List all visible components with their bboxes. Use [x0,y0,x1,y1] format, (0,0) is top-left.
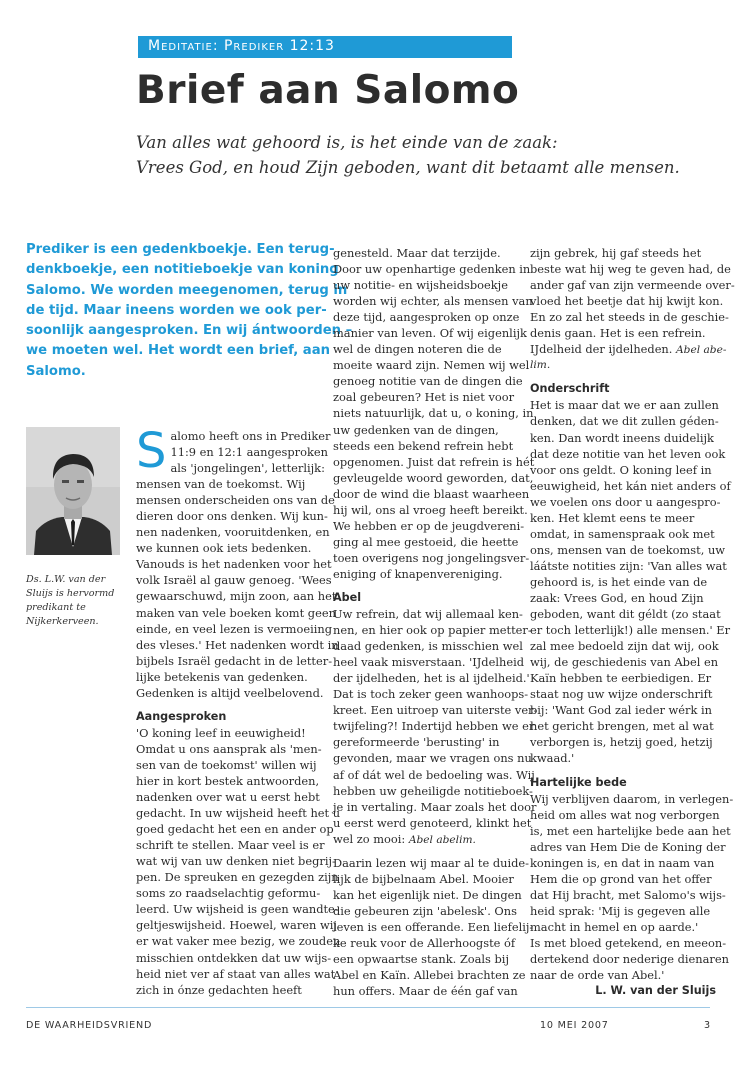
author-photo [26,427,120,555]
text-line: kreet. Een uitroep van uiterste ver- [333,703,538,718]
text-line: koningen is, en dat in naam van [530,855,715,870]
text-line: der ijdelheden, het is al ijdelheid.' [333,671,530,686]
text-line: Abel en Kaïn. Allebei brachten ze [333,968,526,983]
text-line: verborgen is, hetzij goed, hetzij [530,735,713,750]
text-line: lijk de bijbelnaam Abel. Mooier [333,871,514,886]
text-line: de tijd. Maar ineens worden we ook per- [26,302,327,318]
text-line: Omdat u ons aansprak als 'men- [136,741,322,756]
text-line: zoal gebeuren? Het is niet voor [333,390,515,405]
text-line: Hem die op grond van het offer [530,871,712,886]
text-line: door de wind die blaast waarheen [333,486,530,501]
text-line: uw notitie- en wijsheidsboekje [333,278,508,293]
footer-publication: DE WAARHEIDSVRIEND [26,1020,153,1031]
text-line: af of dát wel de bedoeling was. Wij [333,767,535,782]
text-line: heid om alles wat nog verborgen [530,807,720,822]
text-line: zaak: Vrees God, en houd Zijn [530,590,704,605]
text-line: bijbels Israël gedacht in de letter- [136,653,333,668]
text-line: adres van Hem Die de Koning der [530,839,726,854]
text-line: Is met bloed getekend, en meeon- [530,935,727,950]
text-line: volk Israël al gauw genoeg. 'Wees [136,573,332,588]
text-line: gehoord is, is het einde van de [530,574,708,589]
text-line: Kaïn hebben te eerbiedigen. Er [530,671,712,686]
text-line: En zo zal het steeds in de geschie- [530,310,729,325]
section-heading: Onderschrift [530,382,610,396]
paragraph [136,476,339,701]
text-line: eeuwigheid, het kán niet anders of [530,478,731,493]
text-line: lijke betekenis van gedenken. [136,669,308,684]
text-line: geboden, want dit géldt (zo staat [530,607,721,622]
text-line: opgenomen. Juist dat refrein is hét [333,454,535,469]
text-line: kwaad.' [530,751,575,766]
text-line: heid sprak: 'Mij is gegeven alle [530,903,711,918]
text-line: nen nadenken, vooruitdenken, en [136,525,330,540]
text-line: wij, de geschiedenis van Abel en [530,655,719,670]
section-heading: Aangesproken [136,709,227,723]
text-line: Nijkerkerveen. [26,616,99,627]
text-line: leerd. Uw wijsheid is geen wandte- [136,902,339,917]
text-line: mensen van de toekomst. Wij [136,477,306,492]
text-line: soms zo raadselachtig geformu- [136,886,321,901]
text-line: beste wat hij weg te geven had, de [530,262,731,277]
subtitle-line: Vrees God, en houd Zijn geboden, want dit betaamt alle mensen. [136,158,680,177]
text-line: macht in hemel en op aarde.' [530,919,699,934]
paragraph [530,791,734,984]
author-portrait-image [26,427,120,555]
text-line: we kunnen ook iets bedenken. [136,541,312,556]
subtitle-line: Van alles wat gehoord is, is het einde van de zaak: [136,133,558,152]
text-line: soonlijk aangesproken. En wij ántwoorden – [26,323,353,339]
text-line: gevleugelde woord geworden, dat, [333,470,534,485]
paragraph-last-line [333,831,523,847]
paragraph [333,606,538,831]
text-line: Dat is toch zeker geen wanhoops- [333,687,529,702]
text-line: is, met een hartelijke bede aan het [530,823,731,838]
text-line: Ds. L.W. van der [26,574,106,585]
section-banner [138,36,512,58]
text-line: ke reuk voor de Allerhoogste óf [333,935,516,950]
paragraph [136,725,341,998]
paragraph-line [530,341,727,357]
text-line: daad gedenken, is misschien wel [333,639,523,654]
text-line: hun offers. Maar de één gaf van [333,984,518,999]
lead-paragraph [26,240,353,382]
drop-cap: S [136,423,167,479]
author-caption [26,573,114,629]
text-line: heid niet ver af staat van alles wat [136,966,336,981]
text-line: zich in ónze gedachten heeft [136,982,302,997]
text-line: heel vaak misverstaan. 'IJdelheid [333,655,524,670]
text-line: predikant te [26,602,86,613]
text-line: zal mee bedoeld zijn dat wij, ook [530,639,719,654]
paragraph [530,245,735,341]
text-line: kan het eigenlijk niet. De dingen [333,887,522,902]
text-line: het gericht brengen, met al wat [530,719,714,734]
text-line: wel de dingen noteren die de [333,342,502,357]
text-line: gereformeerde 'berusting' in [333,735,500,750]
text-line: dieren door ons denken. Wij kun- [136,509,328,524]
text-line: er wat vaker mee bezig, we zouden [136,934,341,949]
footer-date: 10 MEI 2007 [540,1020,609,1031]
section-heading: Abel [333,590,362,604]
text-line: láátste notities zijn: 'Van alles wat [530,558,727,573]
text-line: twijfeling?! Indertijd hebben we er [333,719,535,734]
text-line: hebben uw geheiligde notitieboek- [333,783,533,798]
text-line: hij wil, ons al vroeg heeft bereikt. [333,502,528,517]
text-line: We hebben er op de jeugdvereni- [333,518,525,533]
text-line: mensen onderscheiden ons van de [136,493,335,508]
text-line: misschien ontdekken dat uw wijs- [136,950,332,965]
text-line: ander gaf van zijn vermeende over- [530,278,735,293]
text-line: als 'jongelingen', letterlijk: [170,461,325,476]
page-number: 3 [704,1020,711,1031]
text-line: we voelen ons door u aangespro- [530,494,721,509]
text-line: ging al mee gestoeid, die heette [333,534,519,549]
text-line: moeite waard zijn. Nemen wij wel [333,358,530,373]
text-line: Door uw openhartige gedenken in [333,262,531,277]
text-line: geltjeswijsheid. Hoewel, waren wij [136,918,337,933]
text-line: steeds een bekend refrein hebt [333,438,514,453]
paragraph [333,855,534,999]
author-signature: L. W. van der Sluijs [595,984,716,998]
text-line: Wij verblijven daarom, in verlegen- [530,791,734,806]
text-line: nen, en hier ook op papier metter- [333,623,532,638]
text-line: Daarin lezen wij maar al te duide- [333,855,529,870]
opening-block [136,423,331,479]
text-line: Prediker is een gedenkboekje. Een terug- [26,242,335,257]
text-line: des vleses.' Het nadenken wordt in [136,637,339,652]
text-line: ken. Dan wordt ineens duidelijk [530,430,714,445]
text-line: ons, mensen van de toekomst, uw [530,542,726,557]
footer-divider [26,1007,710,1008]
text-line: Gedenken is altijd veelbelovend. [136,685,324,700]
text-line: staat nog uw wijze onderschrift [530,687,713,702]
paragraph [333,245,535,582]
text-line: pen. De spreuken en gezegden zijn [136,870,339,885]
text-line: vloed het beetje dat hij kwijt kon. [530,294,724,309]
italic-phrase: lim. [530,359,551,372]
text: IJdelheid der ijdelheden. [530,342,677,357]
text-line: dat Hij bracht, met Salomo's wijs- [530,887,726,902]
text-line: die gebeuren zijn 'abelesk'. Ons [333,903,517,918]
text-line: een opwaartse stank. Zoals bij [333,952,509,967]
text-line: goed gedacht het een en ander op [136,822,334,837]
text-line: uw gedenken van de dingen, [333,422,499,437]
text-line: genesteld. Maar dat terzijde. [333,246,501,260]
text-line: schrift te stellen. Maar veel is er [136,838,325,853]
text-line: je in vertaling. Maar zoals het door [333,799,537,814]
text-line: denis gaan. Het is een refrein. [530,326,706,341]
text: wel zo mooi: [333,831,409,846]
text-line: wat wij van uw denken niet begrij- [136,854,336,869]
text-line: maken van vele boeken komt geen [136,605,336,620]
text-line: denkboekje, een notitieboekje van koning [26,262,339,278]
text-line: leven is een offerande. Een liefelij- [333,919,534,934]
paragraph [530,397,731,766]
text-line: omdat, in samenspraak ook met [530,526,715,541]
text-line: gedacht. In uw wijsheid heeft het u [136,806,341,821]
text-line: Salomo. We worden meegenomen, terug in [26,282,348,298]
text-line: Sluijs is hervormd [26,588,115,599]
text-line: hier in kort bestek antwoorden, [136,773,320,788]
text-line: u eerst werd genoteerd, klinkt het [333,815,532,830]
column-2 [333,245,538,999]
text-line: Salomo. [26,363,86,379]
text-line: naar de orde van Abel.' [530,968,665,983]
text-line: einde, en veel lezen is vermoeiing [136,621,332,636]
text-line: manier van leven. Of wij eigenlijk [333,326,527,341]
banner-label: Meditatie: Prediker 12:13 [148,38,335,54]
italic-phrase: Abel abelim. [408,833,476,846]
text-line: 11:9 en 12:1 aangesproken [170,445,328,460]
column-3 [530,245,735,999]
text-line: dertekend door nederige dienaren [530,952,729,967]
text-line: genoeg notitie van de dingen die [333,374,523,389]
article-subtitle [136,130,680,180]
text-line: Het is maar dat we er aan zullen [530,398,719,413]
text-line: dat deze notitie van het leven ook [530,446,726,461]
text-line: gevonden, maar we vragen ons nu [333,751,532,766]
italic-phrase: Abel abe- [676,344,727,357]
text-line: bij: 'Want God zal ieder wérk in [530,703,712,718]
text-line: alomo heeft ons in Prediker [170,429,331,443]
text-line: sen van de toekomst' willen wij [136,757,317,772]
text-line: denken, dat we dit zullen géden- [530,414,719,429]
text-line: Uw refrein, dat wij allemaal ken- [333,607,523,622]
text-line: 'O koning leef in eeuwigheid! [136,725,306,740]
text-line: voor ons geldt. O koning leef in [530,462,712,477]
text-line: deze tijd, aangesproken op onze [333,310,520,325]
text-line: worden wij echter, als mensen van [333,294,533,309]
text-line: we moeten wel. Het wordt een brief, aan [26,343,330,359]
text-line: ken. Het klemt eens te meer [530,510,695,525]
text-line: nadenken over wat u eerst hebt [136,790,320,805]
text-line: niets natuurlijk, dat u, o koning, in [333,406,534,421]
column-1 [136,423,341,998]
text-line: toen overigens nog jongelingsver- [333,550,530,565]
text-line: er toch letterlijk!) alle mensen.' Er [530,623,731,638]
text-line: zijn gebrek, hij gaf steeds het [530,246,702,260]
text-line: Vanouds is het nadenken voor het [136,557,332,572]
text-line: gewaarschuwd, mijn zoon, aan het [136,589,337,604]
text-line: eniging of knapenvereniging. [333,566,503,581]
article-title: Brief aan Salomo [136,68,520,113]
section-heading: Hartelijke bede [530,775,627,789]
